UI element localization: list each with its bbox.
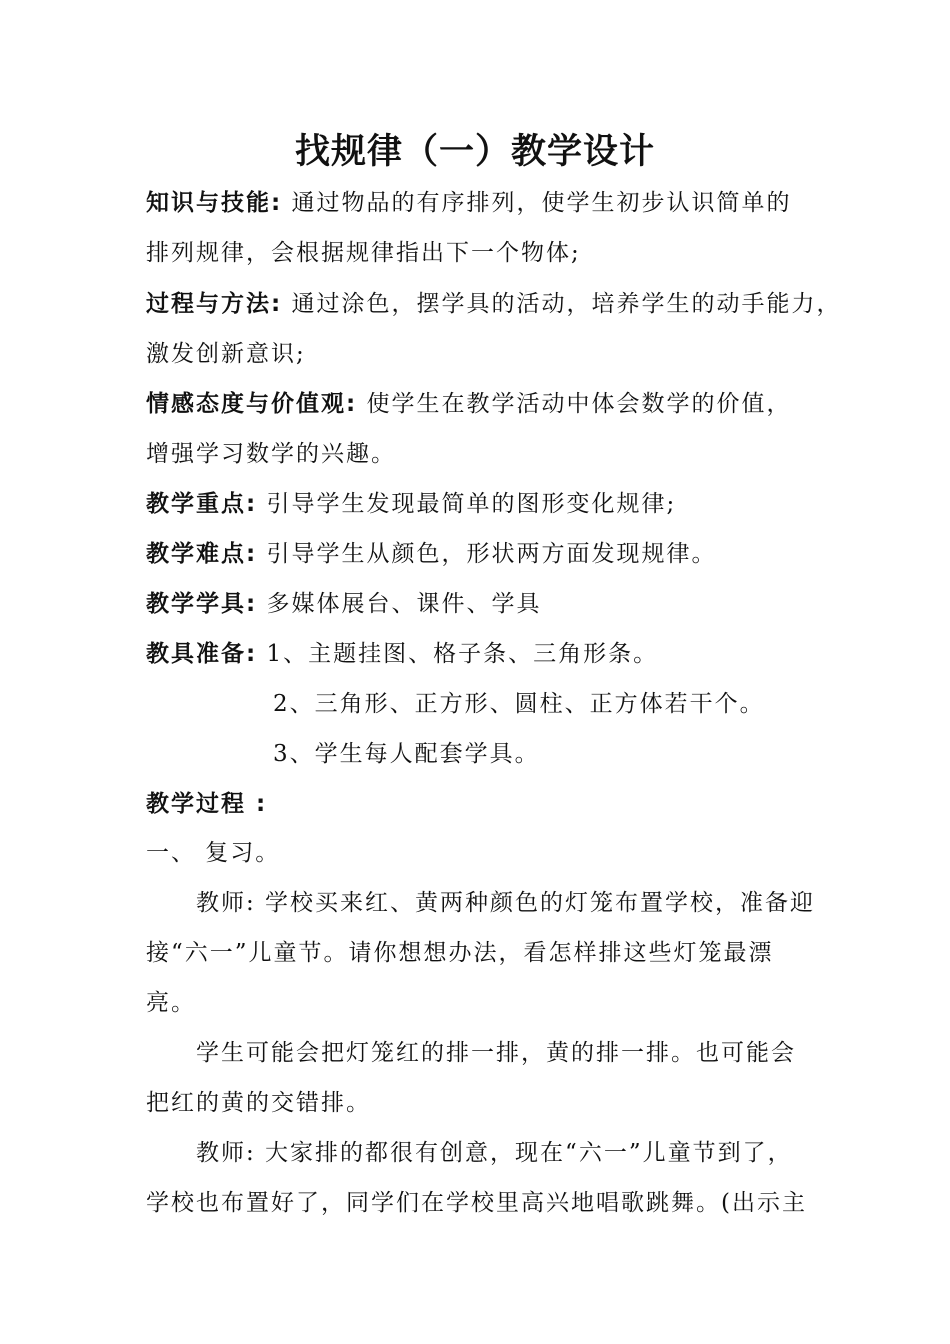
section-review-heading: 一、 复习。 <box>146 840 281 866</box>
preparation-label: 教具准备: <box>146 641 258 667</box>
process-method-label: 过程与方法: <box>146 291 283 317</box>
paragraph-1-line-2: 接“六一”儿童节。请你想想办法，看怎样排这些灯笼最漂 <box>146 940 774 966</box>
preparation-line-1 <box>146 635 658 668</box>
emotion-values-line-2: 增强学习数学的兴趣。 <box>146 441 396 467</box>
emotion-values-label: 情感态度与价值观: <box>146 391 358 417</box>
emotion-values-text: 使学生在教学活动中体会数学的价值， <box>366 391 792 417</box>
paragraph-3-line-1: 教师: 大家排的都很有创意，现在“六一”儿童节到了， <box>196 1140 793 1166</box>
difficulties-line <box>146 535 717 568</box>
preparation-item-2: 2、三角形、正方形、圆柱、正方体若干个。 <box>273 691 765 717</box>
paragraph-1-line-1: 教师: 学校买来红、黄两种颜色的灯笼布置学校，准备迎 <box>196 890 816 916</box>
knowledge-skills-line-1 <box>146 184 792 217</box>
key-points-text: 引导学生发现最简单的图形变化规律; <box>266 491 677 517</box>
paragraph-2-line-2: 把红的黄的交错排。 <box>146 1090 371 1116</box>
difficulties-label: 教学难点: <box>146 541 258 567</box>
preparation-item-3: 3、学生每人配套学具。 <box>273 741 540 767</box>
process-method-line-2: 激发创新意识; <box>146 341 306 367</box>
tools-text: 多媒体展台、课件、学具 <box>266 591 542 617</box>
preparation-item-1: 1、主题挂图、格子条、三角形条。 <box>266 641 659 667</box>
tools-label: 教学学具: <box>146 591 258 617</box>
document-title: 找规律（一）教学设计 <box>294 132 655 172</box>
process-method-line-1 <box>146 285 842 318</box>
difficulties-text: 引导学生从颜色，形状两方面发现规律。 <box>266 541 717 567</box>
key-points-label: 教学重点: <box>146 491 258 517</box>
teaching-process-heading: 教学过程 : <box>146 791 268 817</box>
knowledge-skills-label: 知识与技能: <box>146 190 283 216</box>
paragraph-2-line-1: 学生可能会把灯笼红的排一排，黄的排一排。也可能会 <box>196 1040 796 1066</box>
key-points-line <box>146 485 676 518</box>
tools-line <box>146 585 542 618</box>
paragraph-1-line-3: 亮。 <box>146 990 196 1016</box>
emotion-values-line-1 <box>146 385 792 418</box>
knowledge-skills-text: 通过物品的有序排列，使学生初步认识简单的 <box>291 190 792 216</box>
process-method-text: 通过涂色，摆学具的活动，培养学生的动手能力， <box>291 291 842 317</box>
knowledge-skills-line-2: 排列规律，会根据规律指出下一个物体; <box>146 240 581 266</box>
paragraph-3-line-2: 学校也布置好了，同学们在学校里高兴地唱歌跳舞。(出示主 <box>146 1190 807 1216</box>
